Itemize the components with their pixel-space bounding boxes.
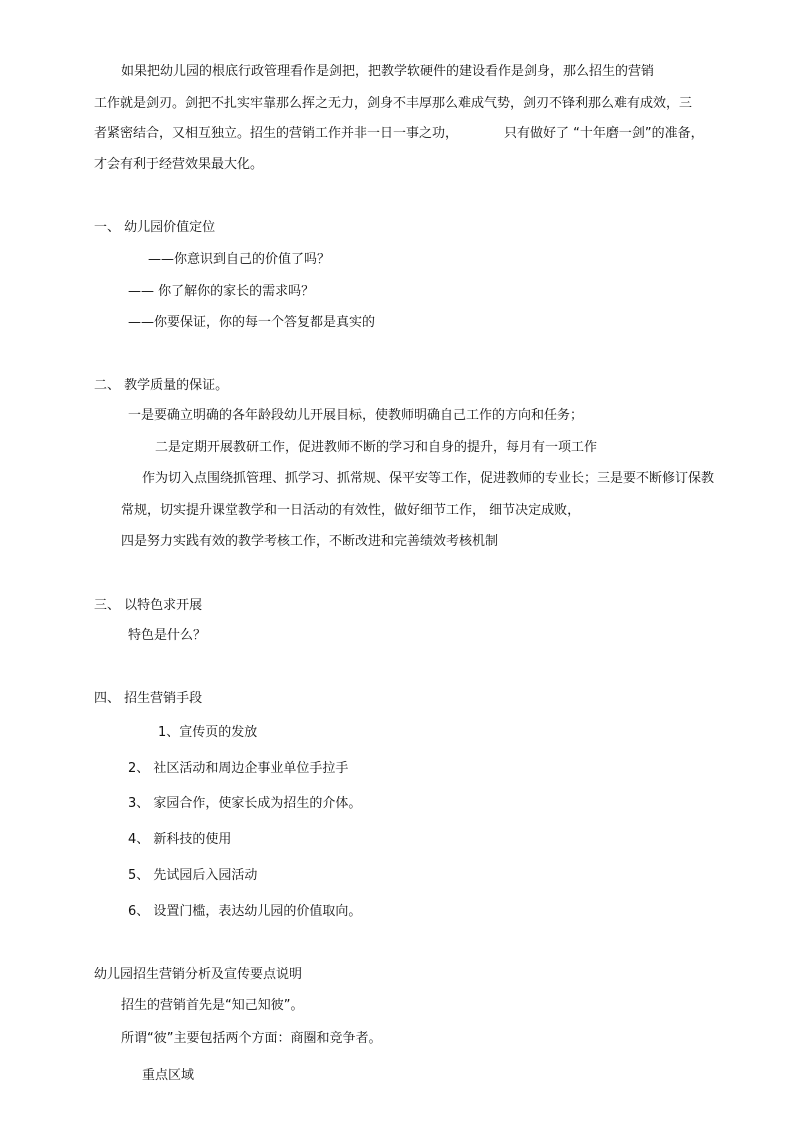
section4-heading: 四、 招生营销手段 — [94, 691, 203, 706]
section2-para-2: 二是定期开展教研工作，促进教师不断的学习和自身的提升，每月有一项工作 — [155, 440, 598, 455]
section1-question-2: —— 你了解你的家长的需求吗？ — [128, 284, 315, 299]
section1-question-3: ——你要保证，你的每一个答复都是真实的 — [128, 315, 376, 330]
section2-para-3: 作为切入点围绕抓管理、抓学习、抓常规、保平安等工作，促进教师的专业长；三是要不断修订保教 — [142, 471, 715, 486]
analysis-para-3: 重点区域 — [142, 1068, 195, 1083]
intro-line-3b: 只有做好了 “十年磨一剑”的准备， — [504, 126, 704, 141]
analysis-para-2: 所谓“彼”主要包括两个方面：商圈和竞争者。 — [121, 1031, 382, 1046]
intro-line-1: 如果把幼儿园的根底行政管理看作是剑把，把教学软硬件的建设看作是剑身，那么招生的营销 — [121, 64, 655, 79]
intro-line-2: 工作就是剑刃。剑把不扎实牢靠那么挥之无力，剑身不丰厚那么难成气势，剑刃不锋利那么难有成效，三 — [94, 96, 693, 111]
intro-line-3 — [94, 125, 704, 143]
list-item: 6、 设置门槛，表达幼儿园的价值取向。 — [128, 904, 362, 919]
section2-para-1: 一是要确立明确的各年龄段幼儿开展目标，使教师明确自己工作的方向和任务； — [128, 408, 584, 423]
section2-heading: 二、 教学质量的保证。 — [94, 378, 229, 393]
list-item: 5、 先试园后入园活动 — [128, 868, 258, 883]
section1-question-1: ——你意识到自己的价值了吗？ — [148, 252, 331, 267]
analysis-title: 幼儿园招生营销分析及宣传要点说明 — [94, 967, 303, 982]
section3-para-1: 特色是什么？ — [128, 628, 207, 643]
list-item: 4、 新科技的使用 — [128, 832, 232, 847]
section3-heading: 三、 以特色求开展 — [94, 598, 203, 613]
analysis-para-1: 招生的营销首先是“知己知彼”。 — [121, 998, 304, 1013]
section2-para-5: 四是努力实践有效的教学考核工作，不断改进和完善绩效考核机制 — [121, 534, 499, 549]
intro-line-4: 才会有利于经营效果最大化。 — [94, 157, 264, 172]
list-item: 1、宣传页的发放 — [158, 725, 258, 740]
section1-heading: 一、 幼儿园价值定位 — [94, 220, 216, 235]
section2-para-4: 常规，切实提升课堂教学和一日活动的有效性，做好细节工作， 细节决定成败， — [121, 503, 581, 518]
list-item: 3、 家园合作，使家长成为招生的介体。 — [128, 796, 362, 811]
intro-line-3a: 者紧密结合，又相互独立。招生的营销工作并非一日一事之功， — [94, 126, 459, 141]
list-item: 2、 社区活动和周边企事业单位手拉手 — [128, 761, 349, 776]
